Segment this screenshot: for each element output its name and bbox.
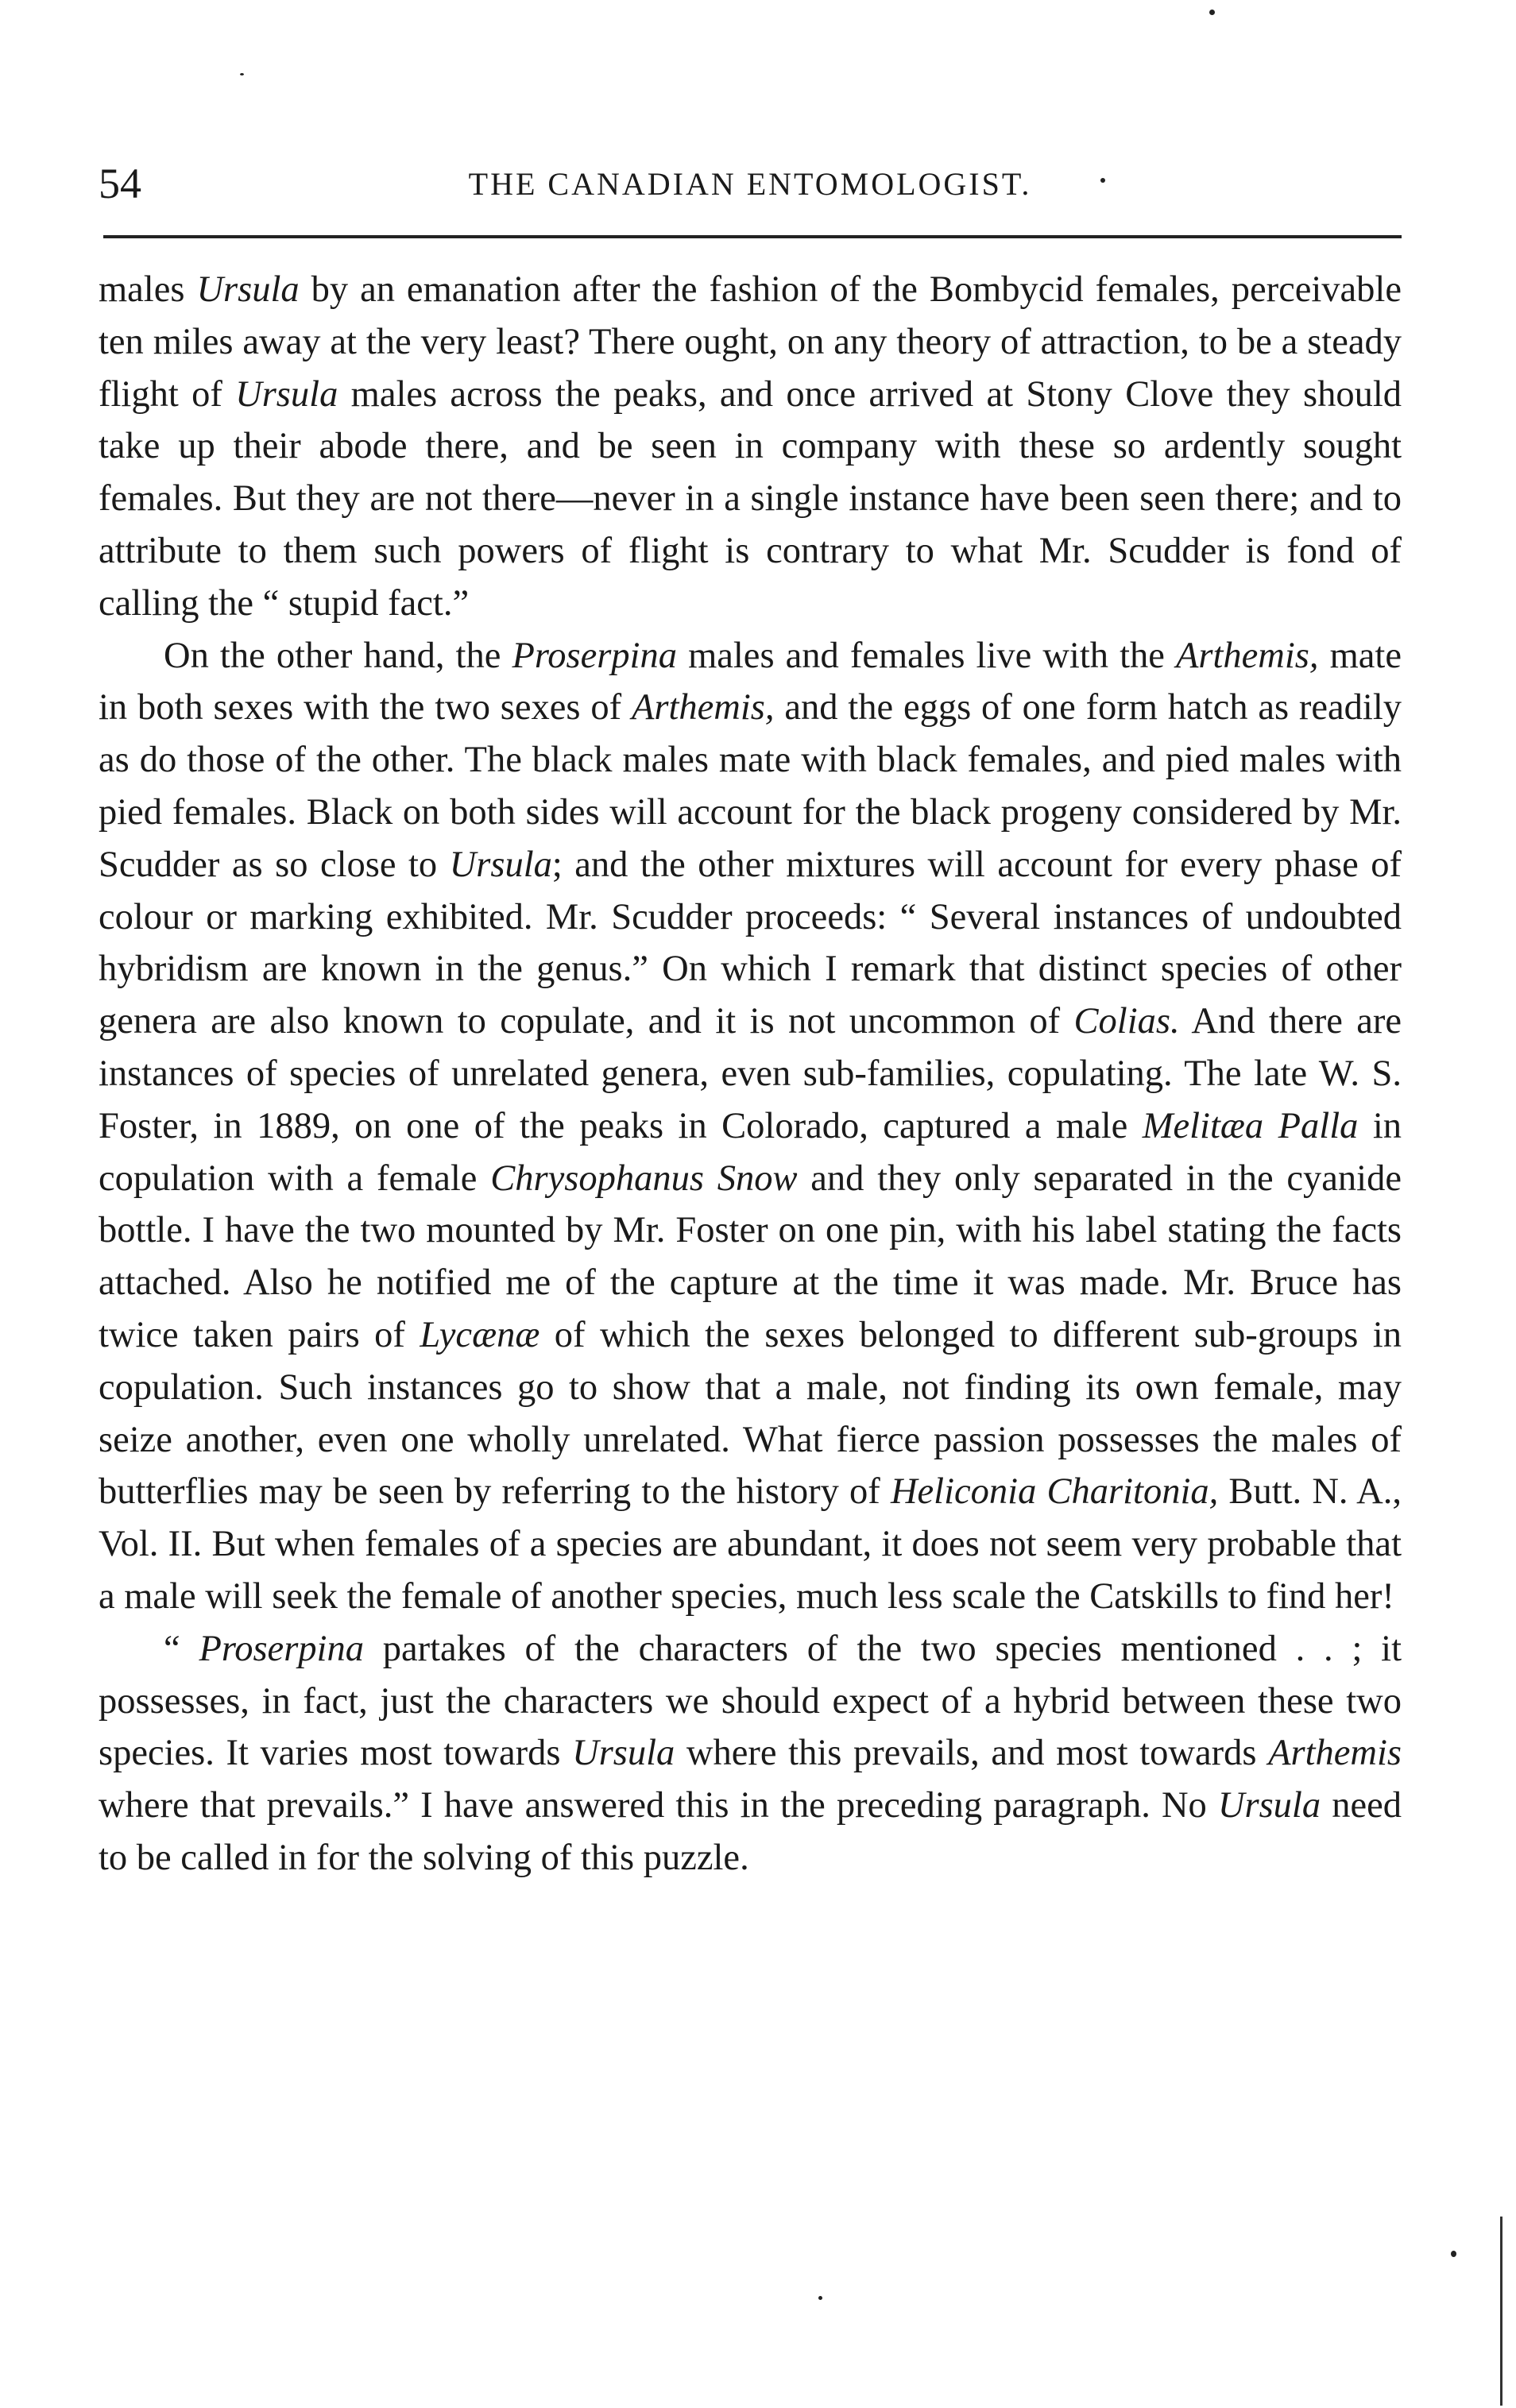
page-number: 54 <box>99 160 141 207</box>
text-run: and they only separated in the cyanide bottle. I have the two mounted by Mr. Foster on one pin, with his label stating the facts attached. Also he notified me of the capture at the time it was made. Mr. Bruce has twice taken pairs of <box>99 1158 1402 1355</box>
species-name: Proserpina <box>199 1628 364 1669</box>
text-run: “ <box>164 1628 199 1669</box>
species-name: Lycænæ <box>420 1314 540 1355</box>
scan-speck <box>1100 178 1105 183</box>
text-run: ; and the other mixtures will account for every phase of colour or marking exhibited. Mr. Scudder proceeds: “ Several instances of undoubted hybridism are known in the genus.” On which I remark that distinct species of other genera are also known to copulate, and it is not uncommon of <box>99 844 1402 1042</box>
species-name: Proserpina <box>512 635 677 676</box>
species-name: Arthemis <box>1268 1733 1402 1774</box>
text-run: On the other hand, the <box>164 635 512 676</box>
species-name: Ursula <box>449 844 552 885</box>
species-name: Heliconia Charitonia, <box>890 1471 1219 1513</box>
text-run: where that prevails.” I have answered this in the preceding paragraph. No <box>99 1785 1218 1826</box>
text-run: and the eggs of one form hatch as readily as do those of the other. The black males mate with black females, and pied males with pied females. Black on both sides will account for the black progeny considered by Mr. Scudder as so close to <box>99 687 1402 885</box>
text-run: in copulation with a female <box>99 1105 1402 1199</box>
species-name: Ursula <box>572 1733 675 1774</box>
scan-edge-mark <box>1500 2217 1502 2406</box>
text-run: partakes of the characters of the two species mentioned . . ; it possesses, in fact, just the characters we should expect of a hybrid between these two species. It varies most towards <box>99 1628 1402 1774</box>
article-body <box>99 264 1402 1884</box>
scan-speck <box>1451 2251 1456 2257</box>
species-name: Arthemis, <box>1176 635 1319 676</box>
text-run: by an emanation after the fashion of the Bombycid females, perceivable ten miles away at the very least? There ought, on any theory of attraction, to be a steady flight of <box>99 269 1402 415</box>
scan-speck <box>1209 10 1215 15</box>
scan-speck <box>240 73 244 75</box>
species-name: Chrysophanus Snow <box>490 1158 798 1199</box>
text-run: where this prevails, and most towards <box>675 1733 1269 1774</box>
species-name: Melitæa Palla <box>1142 1105 1359 1146</box>
text-run: mate in both sexes with the two sexes of <box>99 635 1402 729</box>
text-run: males and females live with the <box>676 635 1176 676</box>
species-name: Arthemis, <box>631 687 775 729</box>
text-run: Butt. N. A., Vol. II. But when females of a species are abundant, it does not seem very probable that a male will seek the female of another species, much less scale the Catskills to find her! <box>99 1471 1402 1617</box>
species-name: Ursula <box>196 269 300 310</box>
paragraph-1 <box>99 264 1402 630</box>
text-run: And there are instances of species of unrelated genera, even sub-families, copulating. The late W. S. Foster, in 1889, on one of the peaks in Colorado, captured a male <box>99 1001 1402 1146</box>
text-run: need to be called in for the solving of this puzzle. <box>99 1785 1402 1878</box>
scan-speck <box>818 2296 822 2300</box>
species-name: Ursula <box>1217 1785 1321 1826</box>
journal-title: THE CANADIAN ENTOMOLOGIST. <box>468 166 1032 202</box>
text-run: of which the sexes belonged to different sub-groups in copulation. Such instances go to show that a male, not finding its own female, may seize another, even one wholly unrelated. What fierce passion possesses the males of butterflies may be seen by referring to the history of <box>99 1314 1402 1513</box>
paragraph-2 <box>99 630 1402 1623</box>
header-rule <box>103 235 1402 238</box>
running-head <box>99 156 1402 211</box>
text-run: males <box>99 269 197 310</box>
species-name: Colias. <box>1073 1001 1180 1042</box>
paragraph-3 <box>99 1623 1402 1884</box>
species-name: Ursula <box>235 373 338 415</box>
text-run: males across the peaks, and once arrived at Stony Clove they should take up their abode there, and be seen in company with these so ardently sought females. But they are not there—never in a single instance have been seen there; and to attribute to them such powers of flight is contrary to what Mr. Scudder is fond of calling the “ stupid fact.” <box>99 373 1402 624</box>
